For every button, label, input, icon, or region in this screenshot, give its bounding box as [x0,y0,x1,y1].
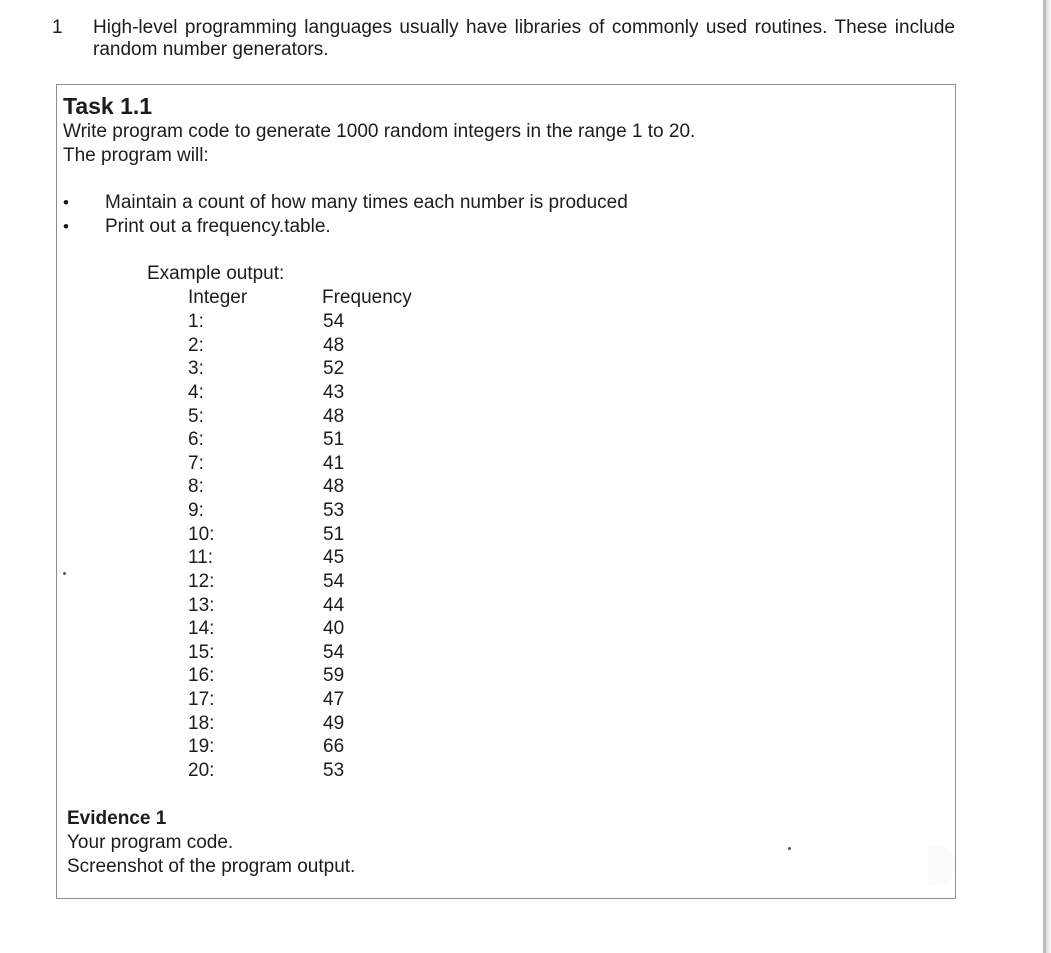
frequency-cell: 51 [323,429,345,451]
integer-cell: 9: [188,500,204,521]
integer-cell: 1: [188,311,204,332]
frequency-cell: 41 [323,452,345,474]
integer-cell: 3: [188,358,204,380]
integer-cell: 17: [188,689,215,710]
question-number: 1 [52,17,63,38]
bullet-marker: • [63,193,69,212]
integer-cell: 15: [188,641,215,663]
example-output-label: Example output: [147,263,285,284]
evidence-title: Evidence 1 [67,808,167,829]
frequency-cell: 49 [323,712,345,734]
frequency-cell: 48 [323,476,345,498]
integer-cell: 7: [188,452,204,474]
scan-speck [63,572,66,575]
task-title: Task 1.1 [63,93,153,119]
frequency-cell: 53 [323,500,345,521]
task-intro-line: Write program code to generate 1000 random integers in the range 1 to 20. [63,121,696,142]
frequency-cell: 54 [323,641,345,663]
frequency-cell: 51 [323,523,345,545]
frequency-cell: 48 [323,405,345,427]
evidence-line: Your program code. [67,832,234,853]
integer-cell: 5: [188,405,204,427]
bullet-marker: • [63,217,69,236]
scan-speck [788,847,791,850]
frequency-cell: 45 [323,547,345,569]
integer-cell: 16: [188,665,215,687]
frequency-cell: 59 [323,665,345,687]
bullet-text: Maintain a count of how many times each number is produced [105,192,628,213]
integer-cell: 13: [188,594,215,616]
frequency-cell: 66 [323,736,345,758]
frequency-column-header: Frequency [322,287,412,308]
integer-cell: 20: [188,759,215,781]
integer-cell: 11: [188,547,214,569]
integer-cell: 18: [188,712,215,734]
question-text: High-level programming languages usually have libraries of commonly used routines. These include random number generators. [93,17,955,60]
integer-cell: 8: [188,476,204,498]
frequency-cell: 47 [323,689,345,710]
evidence-line: Screenshot of the program output. [67,856,356,877]
integer-cell: 6: [188,429,204,451]
page-edge-shadow [1046,0,1051,953]
bullet-text: Print out a frequency.table. [105,216,331,237]
frequency-cell: 53 [323,759,345,781]
task-intro-line: The program will: [63,145,209,166]
frequency-cell: 52 [323,358,345,380]
integer-column-header: Integer [188,287,248,308]
frequency-cell: 44 [323,594,345,616]
frequency-cell: 54 [323,570,345,592]
integer-cell: 12: [188,570,215,592]
integer-cell: 10: [188,523,215,545]
frequency-cell: 48 [323,334,345,356]
frequency-cell: 40 [323,618,345,640]
integer-cell: 14: [188,618,215,640]
integer-cell: 4: [188,381,204,403]
frequency-cell: 54 [323,311,345,332]
integer-cell: 19: [188,736,215,758]
integer-cell: 2: [188,334,204,356]
frequency-cell: 43 [323,381,345,403]
